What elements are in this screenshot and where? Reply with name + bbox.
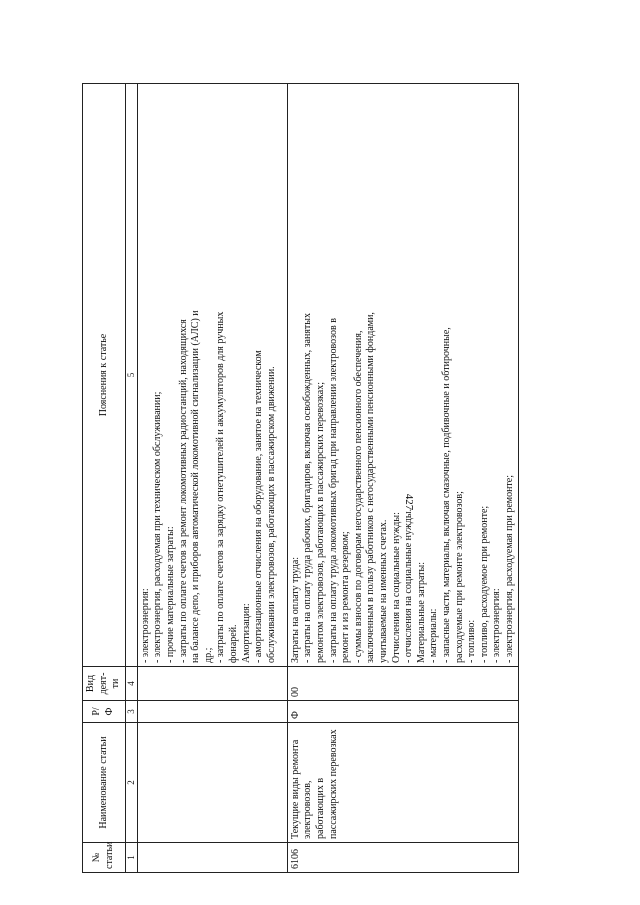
- col-number: 2: [125, 723, 137, 843]
- table-row: [287, 84, 519, 873]
- explanation-line: - затраты на оплату труда локомотивных бригад при направлении электровозов в: [327, 318, 339, 663]
- cell-explanation: [287, 84, 519, 667]
- cell-explanation: [137, 84, 287, 667]
- header-item-number: № статьи: [83, 843, 126, 873]
- explanation-line: - материалы:: [428, 608, 440, 663]
- header-explanation: Пояснения к статье: [83, 84, 126, 667]
- explanation-line: - электроэнергия, расходуемая при ремонте;: [503, 474, 515, 663]
- explanation-line: Амортизация:: [240, 603, 252, 663]
- cell-item-name: Текущие виды ремонта электровозов, работающих в пассажирских перевозках: [287, 723, 519, 843]
- explanation-line: ремонт и из ремонта резервом;: [340, 531, 352, 663]
- explanation-line: - электроэнергия, расходуемая при техническом обслуживании;: [152, 391, 164, 663]
- cell-activity-type: 00: [287, 667, 519, 701]
- explanation-line: обслуживании электровозов, работающих в пассажирском движении.: [265, 366, 277, 663]
- page-number: 427: [403, 493, 415, 511]
- header-row: [83, 84, 126, 873]
- table-row: [137, 84, 287, 873]
- explanation-line: ремонтом электровозов, работающих в пассажирских перевозках;: [314, 382, 326, 663]
- explanation-line: - амортизационные отчисления на оборудование, занятое на техническом: [253, 350, 265, 663]
- rotated-table-sheet: [82, 83, 580, 873]
- explanation-line: - суммы взносов по договорам негосударственного пенсионного обеспечения,: [352, 330, 364, 663]
- explanation-line: заключенным в пользу работников с негосударственными пенсионными фондами,: [365, 312, 377, 663]
- explanation-line: - затраты по оплате счетов за ремонт локомотивных радиостанций, находящихся: [177, 319, 189, 663]
- explanation-line: расходуемые при ремонте электровозов;: [453, 491, 465, 663]
- explanation-line: фонарей.: [227, 624, 239, 663]
- explanation-line: на балансе депо, и приборов автоматической локомотивной сигнализации (АЛС) и: [190, 310, 202, 663]
- explanation-line: - прочие материальные затраты:: [164, 526, 176, 663]
- explanation-line: - отчисления на социальные нужды.: [403, 508, 415, 663]
- explanation-line: др.;: [202, 647, 214, 663]
- col-number: 3: [125, 701, 137, 723]
- column-number-row: [125, 84, 137, 873]
- cell-item-number: [137, 843, 287, 873]
- explanation-line: - топливо, расходуемое при ремонте;: [478, 505, 490, 663]
- explanation-line: учитываемые на именных счетах.: [377, 519, 389, 663]
- explanation-line: - топливо:: [466, 619, 478, 663]
- col-number: 5: [125, 84, 137, 667]
- header-rf: Р/ Ф: [83, 701, 126, 723]
- explanation-line: - запасные части, материалы, включая смазочные, подбивочные и обтирочные,: [440, 327, 452, 663]
- explanation-line: - затраты на оплату труда рабочих, бригадиров, включая освобожденных, занятых: [302, 312, 314, 663]
- explanation-line: Отчисления на социальные нужды:: [390, 512, 402, 663]
- cell-activity-type: [137, 667, 287, 701]
- cell-rf: [137, 701, 287, 723]
- cell-item-name: [137, 723, 287, 843]
- explanation-line: Затраты на оплату труда:: [289, 556, 301, 663]
- header-item-name: Наименование статьи: [83, 723, 126, 843]
- explanation-line: - затраты по оплате счетов за зарядку огнетушителей и аккумуляторов для ручных: [215, 311, 227, 663]
- header-activity-type: Вид деят-ти: [83, 667, 126, 701]
- cell-item-number: 6106: [287, 843, 519, 873]
- col-number: 1: [125, 843, 137, 873]
- col-number: 4: [125, 667, 137, 701]
- explanation-line: - электроэнергия:: [491, 588, 503, 663]
- cost-items-table: [82, 83, 519, 873]
- explanation-line: Материальные затраты:: [415, 562, 427, 663]
- explanation-line: - электроэнергия:: [139, 588, 151, 663]
- cell-rf: Ф: [287, 701, 519, 723]
